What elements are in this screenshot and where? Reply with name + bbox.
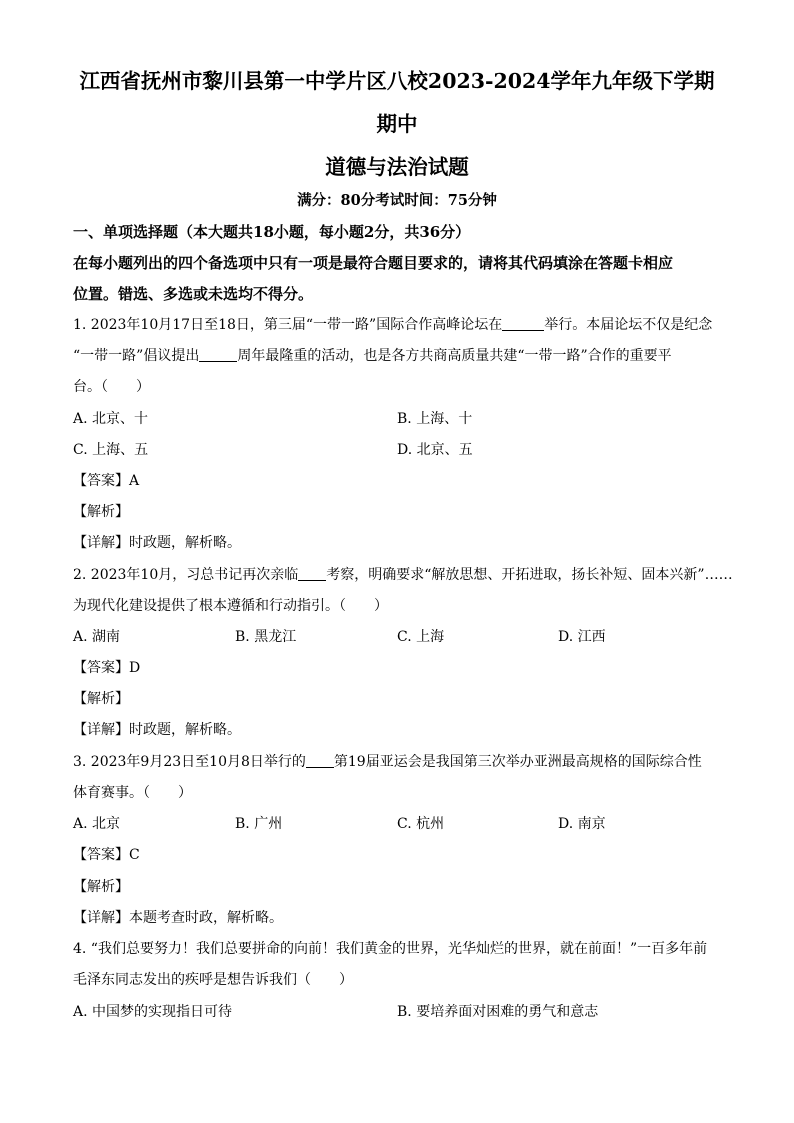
score-info: 满分：80分考试时间：75分钟 [297, 192, 497, 209]
section-instruction: 在每小题列出的四个备选项中只有一项是最符合题目要求的，请将其代码填涂在答题卡相应 [73, 254, 674, 272]
analysis-label: 【解析】 [73, 504, 129, 520]
question-1-text: “一带一路”倡议提出 周年最隆重的活动，也是各方共商高质量共建“一带一路”合作的重要平 [73, 348, 672, 364]
answer-blank [199, 347, 237, 362]
document-title-continued: 期中 [376, 112, 418, 136]
option-c: C. 上海 [397, 629, 445, 645]
document-subtitle: 道德与法治试题 [325, 155, 469, 179]
option-a: A. 中国梦的实现指日可待 [73, 1004, 233, 1020]
option-d: D. 北京、五 [397, 442, 473, 458]
option-d: D. 南京 [558, 816, 606, 832]
section-heading: 一、单项选择题（本大题共18小题，每小题2分，共36分） [73, 223, 471, 241]
option-a: A. 北京、十 [73, 411, 149, 427]
answer-label: 【答案】C [73, 847, 140, 863]
question-2-text: 2. 2023年10月，习总书记再次亲临 考察，明确要求“解放思想、开拓进取，扬长补短、固本兴新”…… [73, 567, 733, 583]
option-b: B. 黑龙江 [235, 629, 297, 645]
analysis-label: 【解析】 [73, 691, 129, 707]
answer-label: 【答案】A [73, 473, 140, 489]
question-4-text: 毛泽东同志发出的疾呼是想告诉我们（ ） [73, 972, 353, 988]
answer-blank [298, 566, 326, 581]
section-instruction: 位置。错选、多选或未选均不得分。 [73, 285, 314, 303]
option-b: B. 要培养面对困难的勇气和意志 [397, 1004, 599, 1020]
option-d: D. 江西 [558, 629, 606, 645]
question-1-text: 1. 2023年10月17日至18日，第三届“一带一路”国际合作高峰论坛在 举行。本届论坛不仅是纪念 [73, 317, 713, 333]
answer-blank [306, 753, 334, 768]
question-2-text: 为现代化建设提供了根本遵循和行动指引。（ ） [73, 598, 388, 614]
question-1-text: 台。（ ） [73, 379, 150, 395]
detail-label: 【详解】本题考查时政，解析略。 [73, 910, 283, 926]
detail-label: 【详解】时政题，解析略。 [73, 535, 241, 551]
option-c: C. 杭州 [397, 816, 445, 832]
option-a: A. 北京 [73, 816, 121, 832]
option-b: B. 广州 [235, 816, 283, 832]
analysis-label: 【解析】 [73, 879, 129, 895]
document-title: 江西省抚州市黎川县第一中学片区八校2023-2024学年九年级下学期 [79, 69, 715, 93]
answer-label: 【答案】D [73, 660, 141, 676]
option-c: C. 上海、五 [73, 442, 149, 458]
option-a: A. 湖南 [73, 629, 121, 645]
question-3-text: 3. 2023年9月23日至10月8日举行的 第19届亚运会是我国第三次举办亚洲最高规格的国际综合性 [73, 754, 702, 770]
option-b: B. 上海、十 [397, 411, 473, 427]
detail-label: 【详解】时政题，解析略。 [73, 722, 241, 738]
answer-blank [502, 316, 544, 331]
question-4-text: 4. “我们总要努力！我们总要拼命的向前！我们黄金的世界，光华灿烂的世界，就在前面！”一百多年前 [73, 941, 708, 957]
question-3-text: 体育赛事。（ ） [73, 785, 192, 801]
